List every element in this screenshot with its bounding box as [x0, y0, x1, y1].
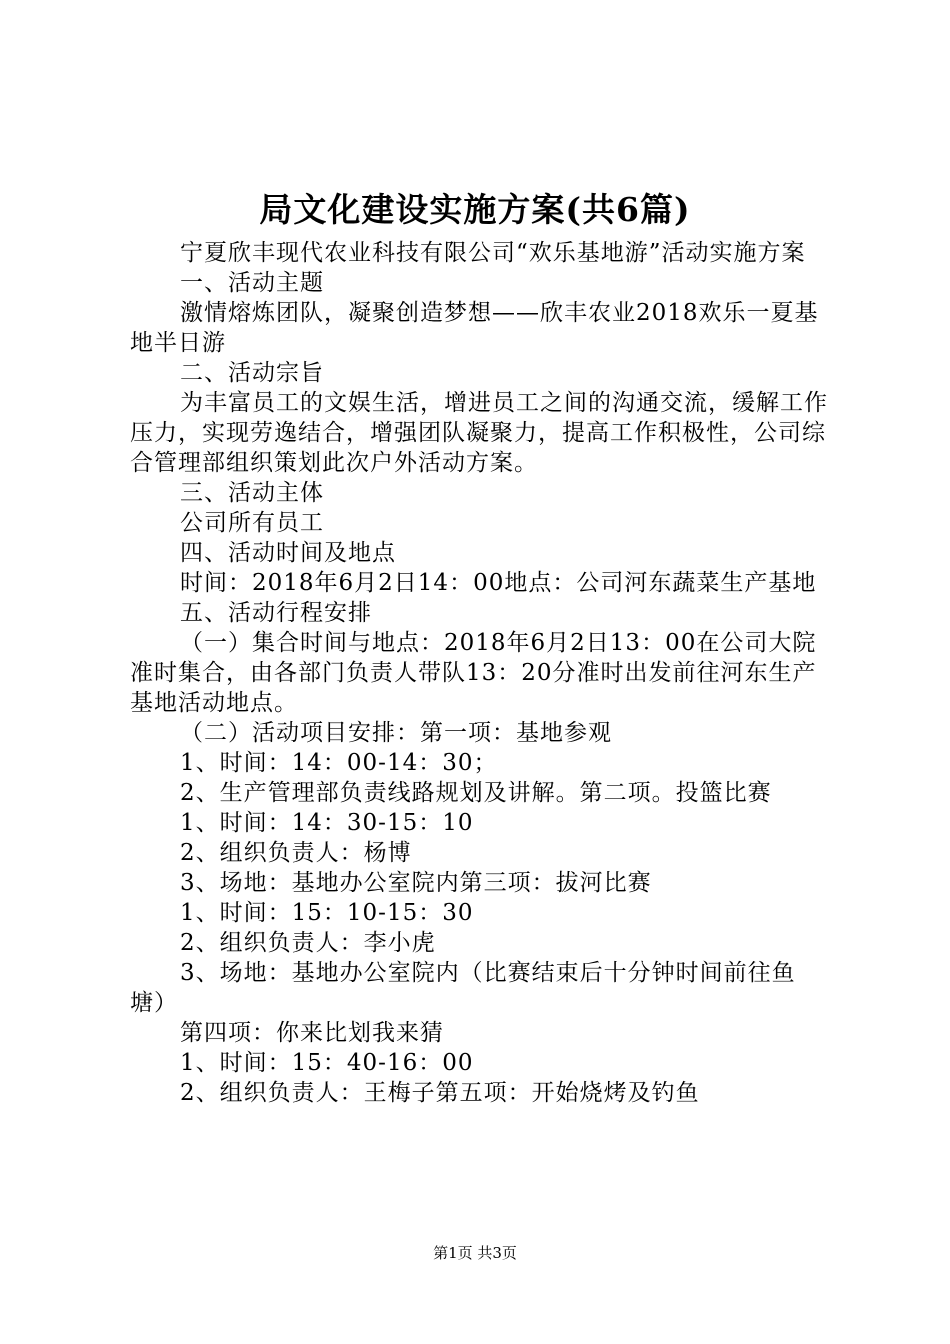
- page-footer: 第1页 共3页: [433, 1244, 517, 1262]
- paragraph: 时间：2018年6月2日14：00地点：公司河东蔬菜生产基地: [180, 570, 817, 596]
- section-heading: 一、活动主题: [180, 270, 324, 296]
- list-item: 2、组织负责人：杨博: [180, 840, 412, 866]
- list-item: 2、生产管理部负责线路规划及讲解。第二项。投篮比赛: [180, 780, 772, 806]
- list-item: 3、场地：基地办公室院内（比赛结束后十分钟时间前往鱼塘）: [130, 960, 796, 1016]
- document-body: [130, 238, 830, 1108]
- list-item: 3、场地：基地办公室院内第三项：拔河比赛: [180, 870, 652, 896]
- list-item: 2、组织负责人：王梅子第五项：开始烧烤及钓鱼: [180, 1080, 700, 1106]
- section-heading: 三、活动主体: [180, 480, 324, 506]
- list-item: 1、时间：15：40-16：00: [180, 1050, 474, 1076]
- section-heading: 四、活动时间及地点: [180, 540, 396, 566]
- paragraph: 公司所有员工: [180, 510, 324, 536]
- list-item: 1、时间：15：10-15：30: [180, 900, 474, 926]
- list-item: 1、时间：14：30-15：10: [180, 810, 474, 836]
- paragraph: 为丰富员工的文娱生活，增进员工之间的沟通交流，缓解工作压力，实现劳逸结合，增强团队凝聚力，提高工作积极性，公司综合管理部组织策划此次户外活动方案。: [130, 390, 828, 476]
- section-heading: 五、活动行程安排: [180, 600, 372, 626]
- paragraph: （二）活动项目安排：第一项：基地参观: [180, 720, 612, 746]
- paragraph: （一）集合时间与地点：2018年6月2日13：00在公司大院准时集合，由各部门负责人带队13：20分准时出发前往河东生产基地活动地点。: [130, 630, 817, 716]
- paragraph: 激情熔炼团队，凝聚创造梦想——欣丰农业2018欢乐一夏基地半日游: [130, 300, 819, 356]
- list-item: 2、组织负责人：李小虎: [180, 930, 436, 956]
- document-title: 局文化建设实施方案(共6篇): [259, 190, 691, 229]
- paragraph: 第四项：你来比划我来猜: [180, 1020, 444, 1046]
- list-item: 1、时间：14：00-14：30；: [180, 750, 498, 776]
- section-heading: 二、活动宗旨: [180, 360, 324, 386]
- paragraph: 宁夏欣丰现代农业科技有限公司“欢乐基地游”活动实施方案: [180, 240, 806, 266]
